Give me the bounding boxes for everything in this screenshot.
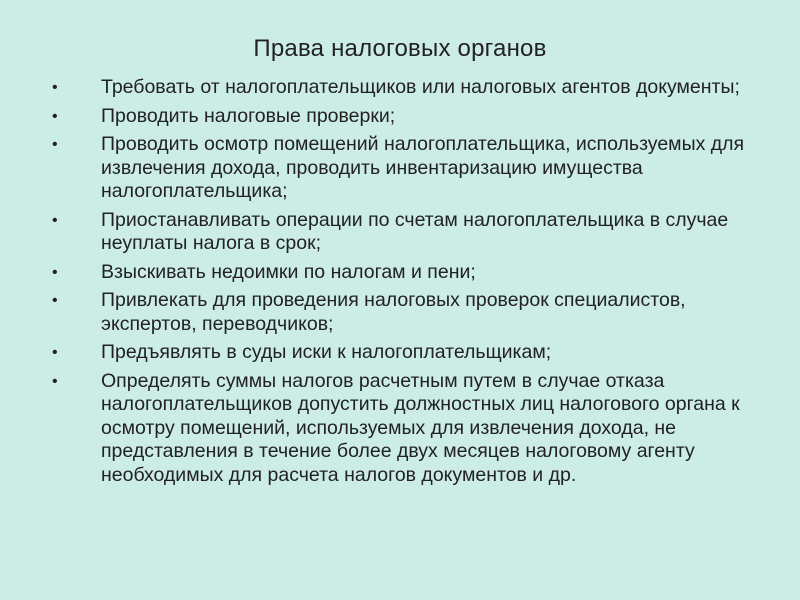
list-item: [52, 341, 772, 365]
bullet-icon: •: [52, 136, 58, 153]
list-item: [52, 105, 772, 129]
bullet-icon: •: [52, 372, 58, 390]
list-item: [52, 289, 772, 336]
slide-title: Права налоговых органов: [253, 35, 547, 62]
list-item-text: Приостанавливать операции по счетам налогоплательщика в случае неуплаты налога в срок;: [101, 208, 729, 254]
list-item-text: Требовать от налогоплательщиков или налоговых агентов документы;: [101, 76, 740, 98]
bullet-icon: •: [52, 211, 58, 229]
list-item: [52, 133, 772, 204]
list-item-text: Определять суммы налогов расчетным путем в случае отказа налогоплательщиков допустить должностных лиц налогового органа к осмотру помещений, используемых для извлечения дохода, не представления в течение более двух месяцев налоговому агенту необходимых для расчета налогов документов и др.: [101, 369, 740, 486]
list-item-text: Привлекать для проведения налоговых проверок специалистов, экспертов, переводчиков;: [101, 289, 686, 335]
bullet-list: [52, 76, 772, 492]
list-item-text: Предъявлять в суды иски к налогоплательщикам;: [101, 341, 552, 363]
list-item: [52, 76, 772, 100]
bullet-icon: •: [52, 263, 58, 281]
list-item: [52, 209, 772, 256]
list-item-text: Проводить осмотр помещений налогоплательщика, используемых для извлечения дохода, проводить инвентаризацию имущества налогоплательщика;: [101, 133, 745, 202]
list-item-text: Проводить налоговые проверки;: [101, 104, 396, 127]
list-item-text: Взыскивать недоимки по налогам и пени;: [101, 260, 476, 283]
bullet-icon: •: [52, 79, 58, 96]
list-item: [52, 370, 772, 488]
list-item: [52, 261, 772, 285]
bullet-icon: •: [52, 292, 58, 309]
bullet-icon: •: [52, 344, 58, 361]
bullet-icon: •: [52, 107, 58, 125]
